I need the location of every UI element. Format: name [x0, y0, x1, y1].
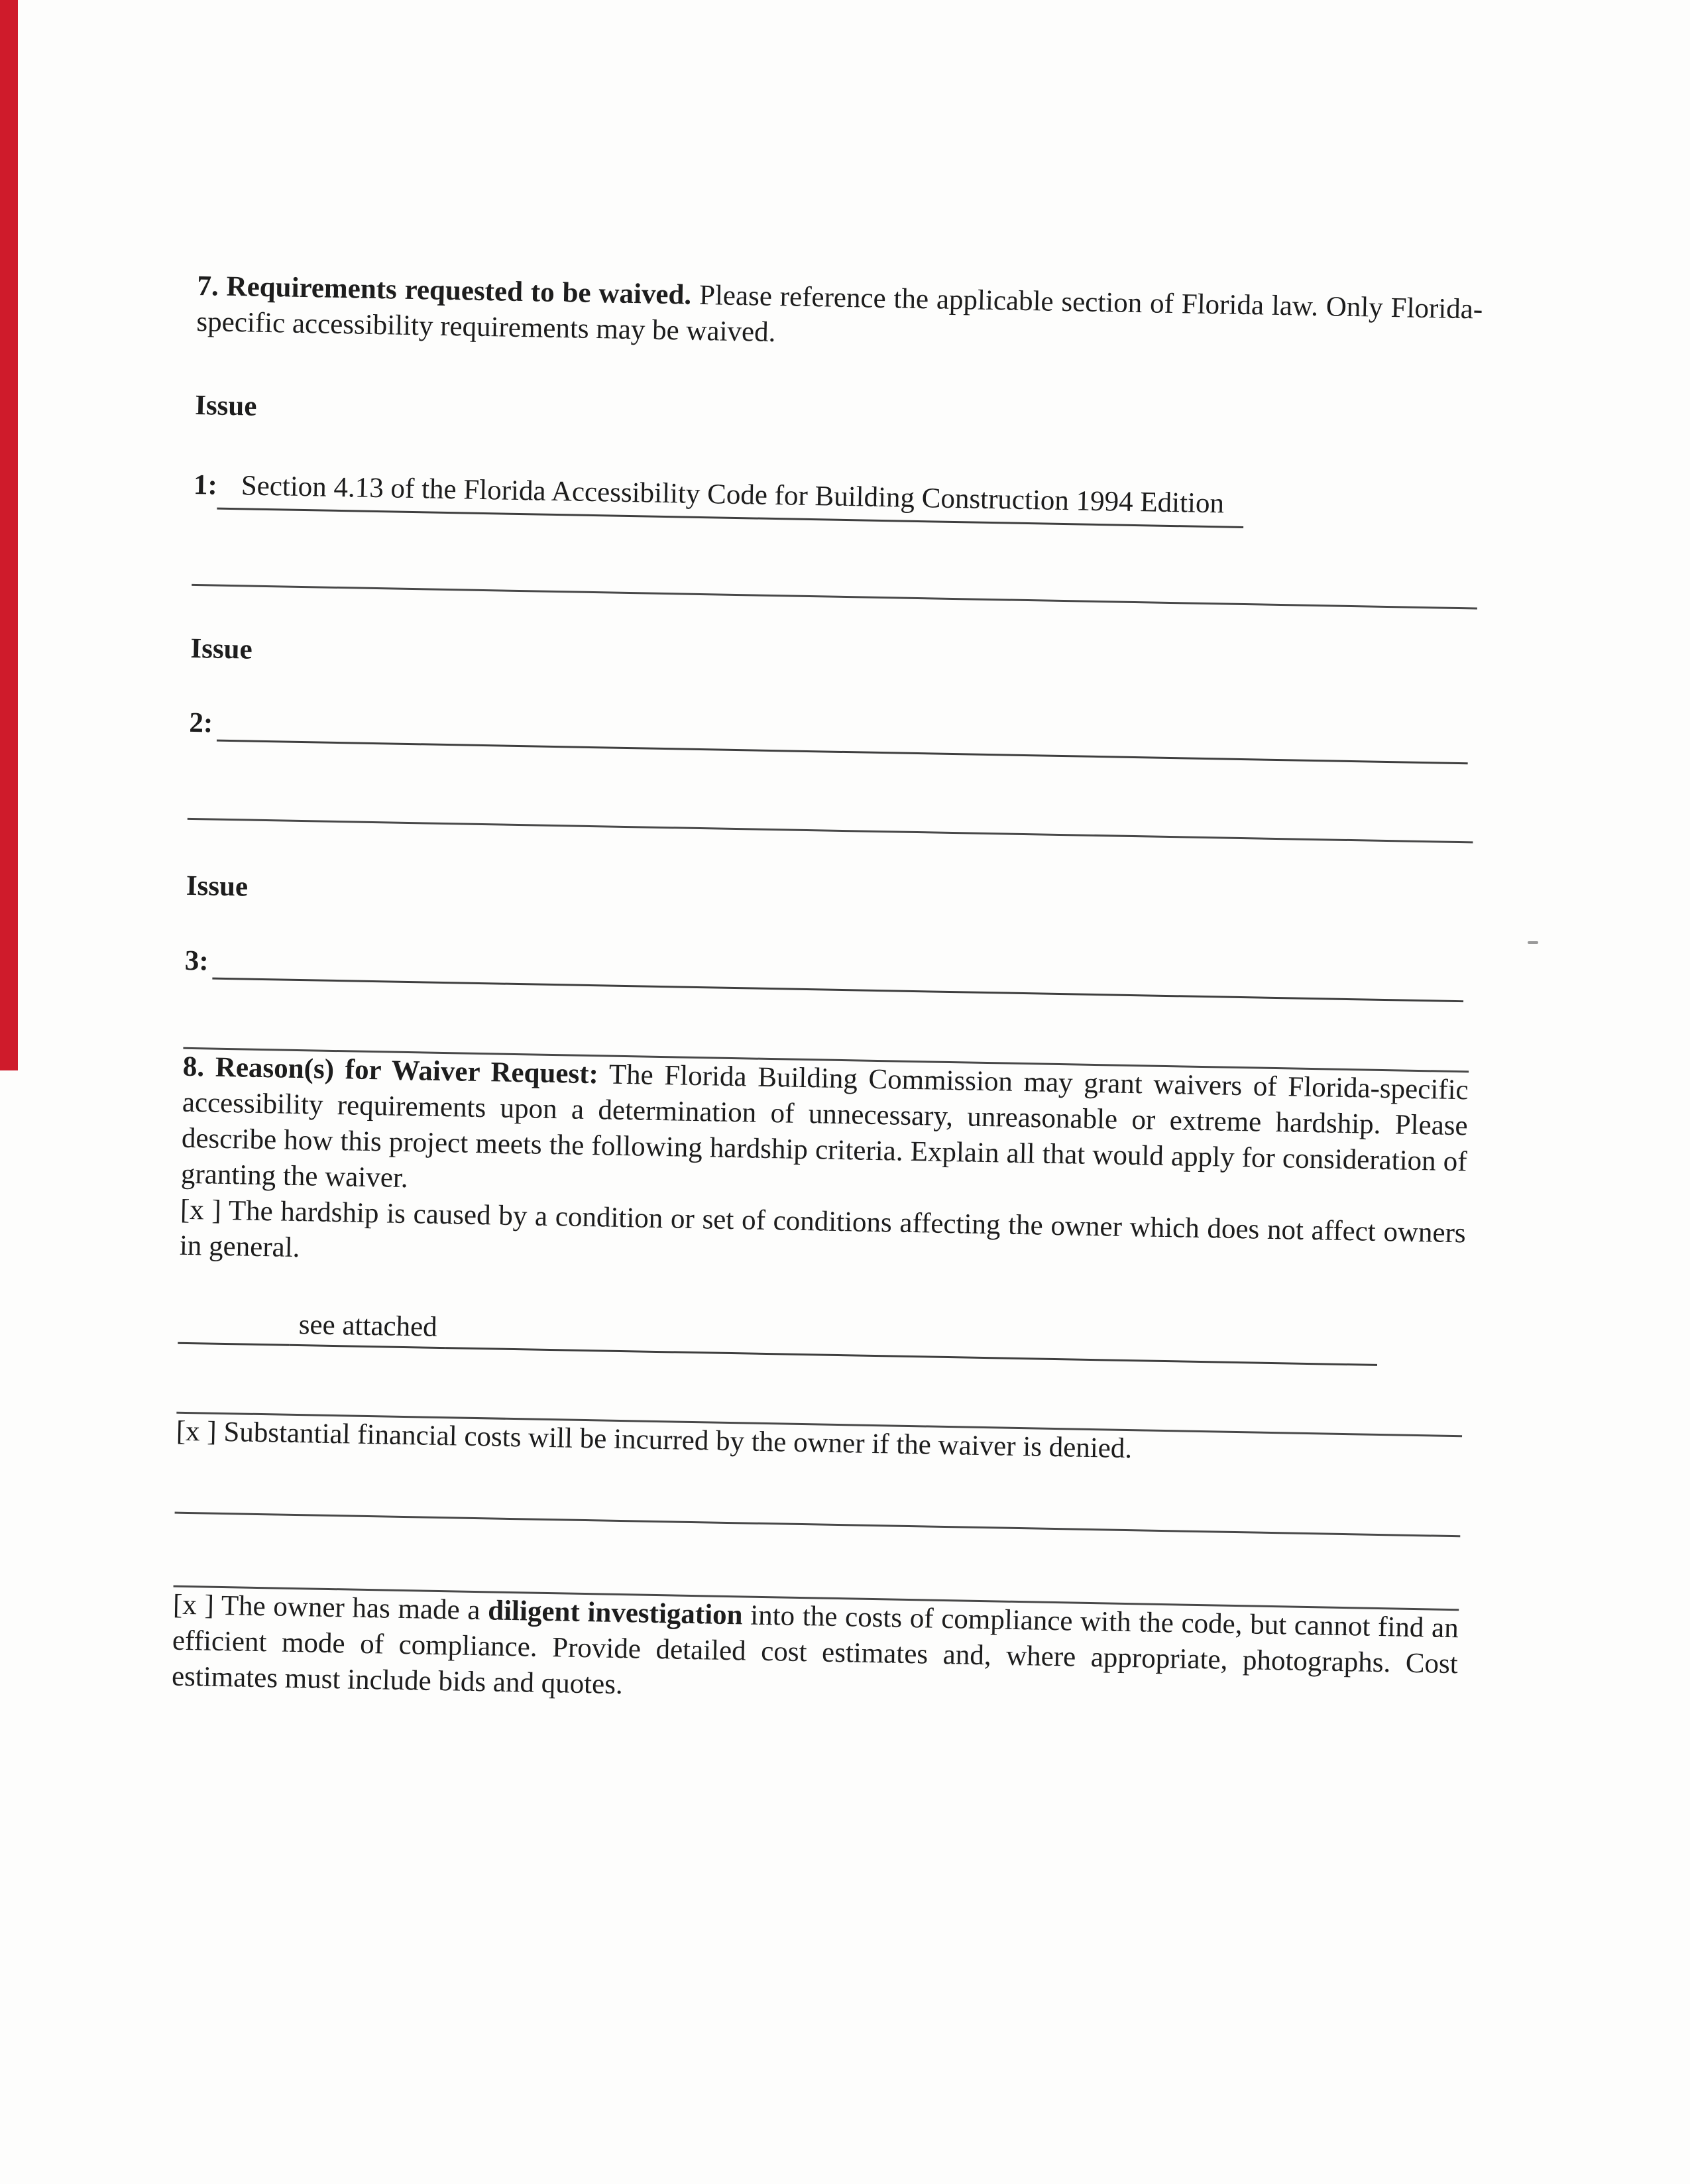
issue2-number: 2:	[189, 707, 213, 739]
criterion3-text-after: into the costs of compliance with the code, but cannot find an efficient mode of compliance. Provide detailed cost estimates and, where appropriate, photographs. Cost estimates must include bids and quotes.	[171, 1599, 1459, 1701]
checkbox-marked-3: [x ]	[172, 1589, 215, 1621]
checkbox-marked-1: [x ]	[180, 1194, 222, 1226]
issue2-blank-line	[217, 740, 1468, 765]
issue2-row	[189, 705, 1475, 765]
issue2-label: Issue	[190, 632, 253, 665]
criterion3-paragraph	[172, 1587, 1459, 1719]
checkbox-marked-2: [x ]	[176, 1415, 217, 1448]
section8-paragraph	[180, 1049, 1469, 1216]
criterion3-bold-phrase: diligent investigation	[487, 1595, 743, 1631]
answer-line-left-segment	[178, 1342, 289, 1346]
issue3-number: 3:	[184, 945, 209, 977]
issue3-blank-line	[212, 978, 1463, 1003]
criterion2-text: Substantial financial costs will be incurred by the owner if the waiver is denied.	[223, 1416, 1133, 1465]
issue3-row	[184, 943, 1471, 1003]
section8-title: 8. Reason(s) for Waiver Request:	[182, 1051, 599, 1090]
form-content	[172, 268, 1483, 1718]
issue1-value: Section 4.13 of the Florida Accessibility Code for Building Construction 1994 Edition	[217, 468, 1244, 528]
issue3-label: Issue	[186, 870, 249, 903]
issue1-label: Issue	[194, 389, 257, 422]
criterion3-text-before: The owner has made a	[221, 1589, 480, 1627]
answer-line-right-segment	[445, 1347, 1377, 1366]
blank-response-line	[175, 1512, 1461, 1538]
see-attached-row	[178, 1305, 1378, 1366]
section7-paragraph	[196, 268, 1483, 364]
separator-line	[192, 584, 1477, 610]
section8-instructions: The Florida Building Commission may grant waivers of Florida-specific accessibility requirements upon a determination of unnecessary, unreasonable or extreme hardship. Please describe how this project meets the following hardship criteria. Explain all that would apply for consideration of granting the waiver.	[180, 1059, 1469, 1194]
red-edge-stripe	[0, 0, 18, 1070]
separator-line	[188, 818, 1473, 844]
issue1-row	[193, 467, 1479, 533]
scan-artifact-dash	[1528, 941, 1538, 944]
see-attached-text: see attached	[289, 1307, 445, 1349]
criterion1-text: The hardship is caused by a condition or set of conditions affecting the owner which does not affect owners in general.	[179, 1195, 1467, 1264]
criterion2-paragraph	[176, 1414, 1462, 1473]
section7-title: 7. Requirements requested to be waived.	[197, 270, 692, 311]
issue1-number: 1:	[193, 469, 218, 501]
section7-instructions: Please reference the applicable section of Florida law. Only Florida-specific accessibility requirements may be waived.	[196, 279, 1483, 348]
